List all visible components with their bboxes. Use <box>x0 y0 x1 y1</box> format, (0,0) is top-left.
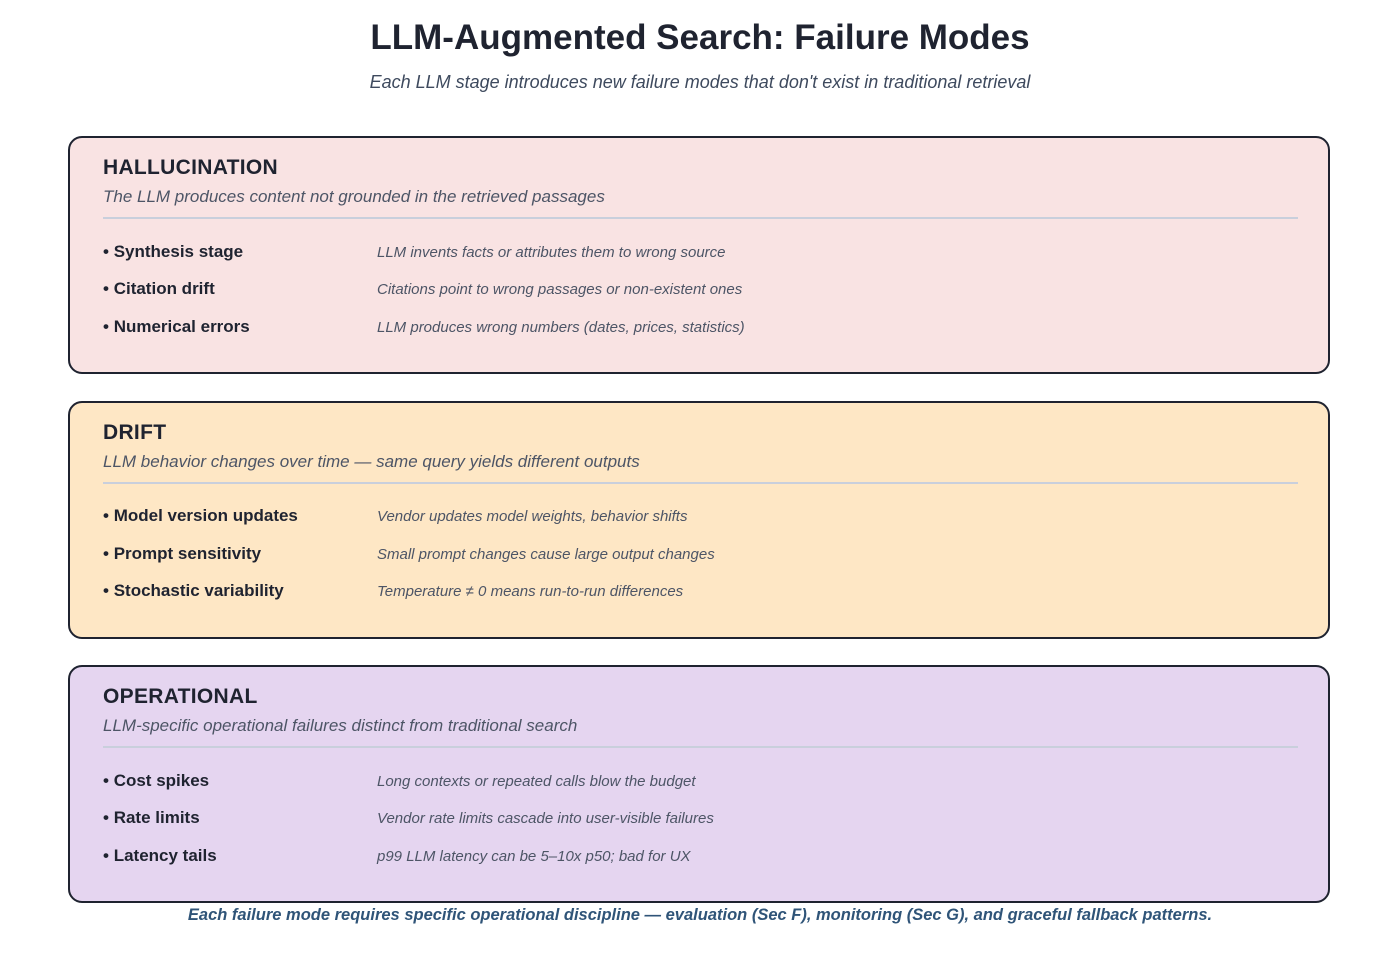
item-label <box>103 846 217 866</box>
list-item <box>103 846 1293 870</box>
list-item <box>103 808 1293 832</box>
card-hallucination <box>68 136 1330 374</box>
bullet-icon: • <box>103 581 114 600</box>
card-description: LLM-specific operational failures distinct from traditional search <box>103 716 578 735</box>
card-operational <box>68 665 1330 903</box>
item-label <box>103 544 261 564</box>
item-label <box>103 808 200 828</box>
item-label <box>103 242 243 262</box>
list-item <box>103 279 1293 303</box>
item-description: Small prompt changes cause large output changes <box>377 546 715 563</box>
card-description: LLM behavior changes over time — same query yields different outputs <box>103 452 640 471</box>
item-description: Long contexts or repeated calls blow the budget <box>377 773 696 790</box>
bullet-icon: • <box>103 544 114 563</box>
card-divider <box>103 482 1298 484</box>
item-label <box>103 771 209 791</box>
card-drift <box>68 401 1330 639</box>
item-description: Vendor rate limits cascade into user-visible failures <box>377 810 714 827</box>
list-item <box>103 242 1293 266</box>
card-divider <box>103 746 1298 748</box>
bullet-icon: • <box>103 506 114 525</box>
item-label-text: Synthesis stage <box>113 242 244 261</box>
item-description: p99 LLM latency can be 5–10x p50; bad for UX <box>377 848 691 865</box>
bullet-icon: • <box>103 242 114 261</box>
item-label-text: Latency tails <box>113 846 217 865</box>
card-description: The LLM produces content not grounded in the retrieved passages <box>103 187 605 206</box>
item-label <box>103 506 298 526</box>
list-item <box>103 581 1293 605</box>
item-description: LLM produces wrong numbers (dates, prices, statistics) <box>377 319 745 336</box>
item-description: Citations point to wrong passages or non-existent ones <box>377 281 743 298</box>
item-label-text: Stochastic variability <box>113 581 284 600</box>
list-item <box>103 771 1293 795</box>
item-label-text: Model version updates <box>113 506 298 525</box>
card-title: HALLUCINATION <box>103 156 278 179</box>
bullet-icon: • <box>103 279 114 298</box>
item-description: LLM invents facts or attributes them to wrong source <box>377 244 726 261</box>
page-title: LLM-Augmented Search: Failure Modes <box>370 18 1030 57</box>
card-title: OPERATIONAL <box>103 685 258 708</box>
item-label <box>103 279 215 299</box>
list-item <box>103 544 1293 568</box>
item-label-text: Rate limits <box>113 808 200 827</box>
card-title: DRIFT <box>103 421 167 444</box>
bullet-icon: • <box>103 808 114 827</box>
item-label <box>103 581 284 601</box>
item-label-text: Cost spikes <box>113 771 210 790</box>
item-label-text: Numerical errors <box>113 317 250 336</box>
item-description: Vendor updates model weights, behavior shifts <box>377 508 688 525</box>
page-subtitle: Each LLM stage introduces new failure modes that don't exist in traditional retrieval <box>369 72 1031 92</box>
bullet-icon: • <box>103 846 114 865</box>
item-label-text: Citation drift <box>113 279 215 298</box>
list-item <box>103 317 1293 341</box>
bullet-icon: • <box>103 771 114 790</box>
card-divider <box>103 217 1298 219</box>
item-description: Temperature ≠ 0 means run-to-run differences <box>377 583 684 600</box>
bullet-icon: • <box>103 317 114 336</box>
item-label-text: Prompt sensitivity <box>113 544 262 563</box>
list-item <box>103 506 1293 530</box>
footer-note: Each failure mode requires specific operational discipline — evaluation (Sec F), monitoring (Sec G), and graceful fallback patterns. <box>187 906 1213 924</box>
item-label <box>103 317 250 337</box>
